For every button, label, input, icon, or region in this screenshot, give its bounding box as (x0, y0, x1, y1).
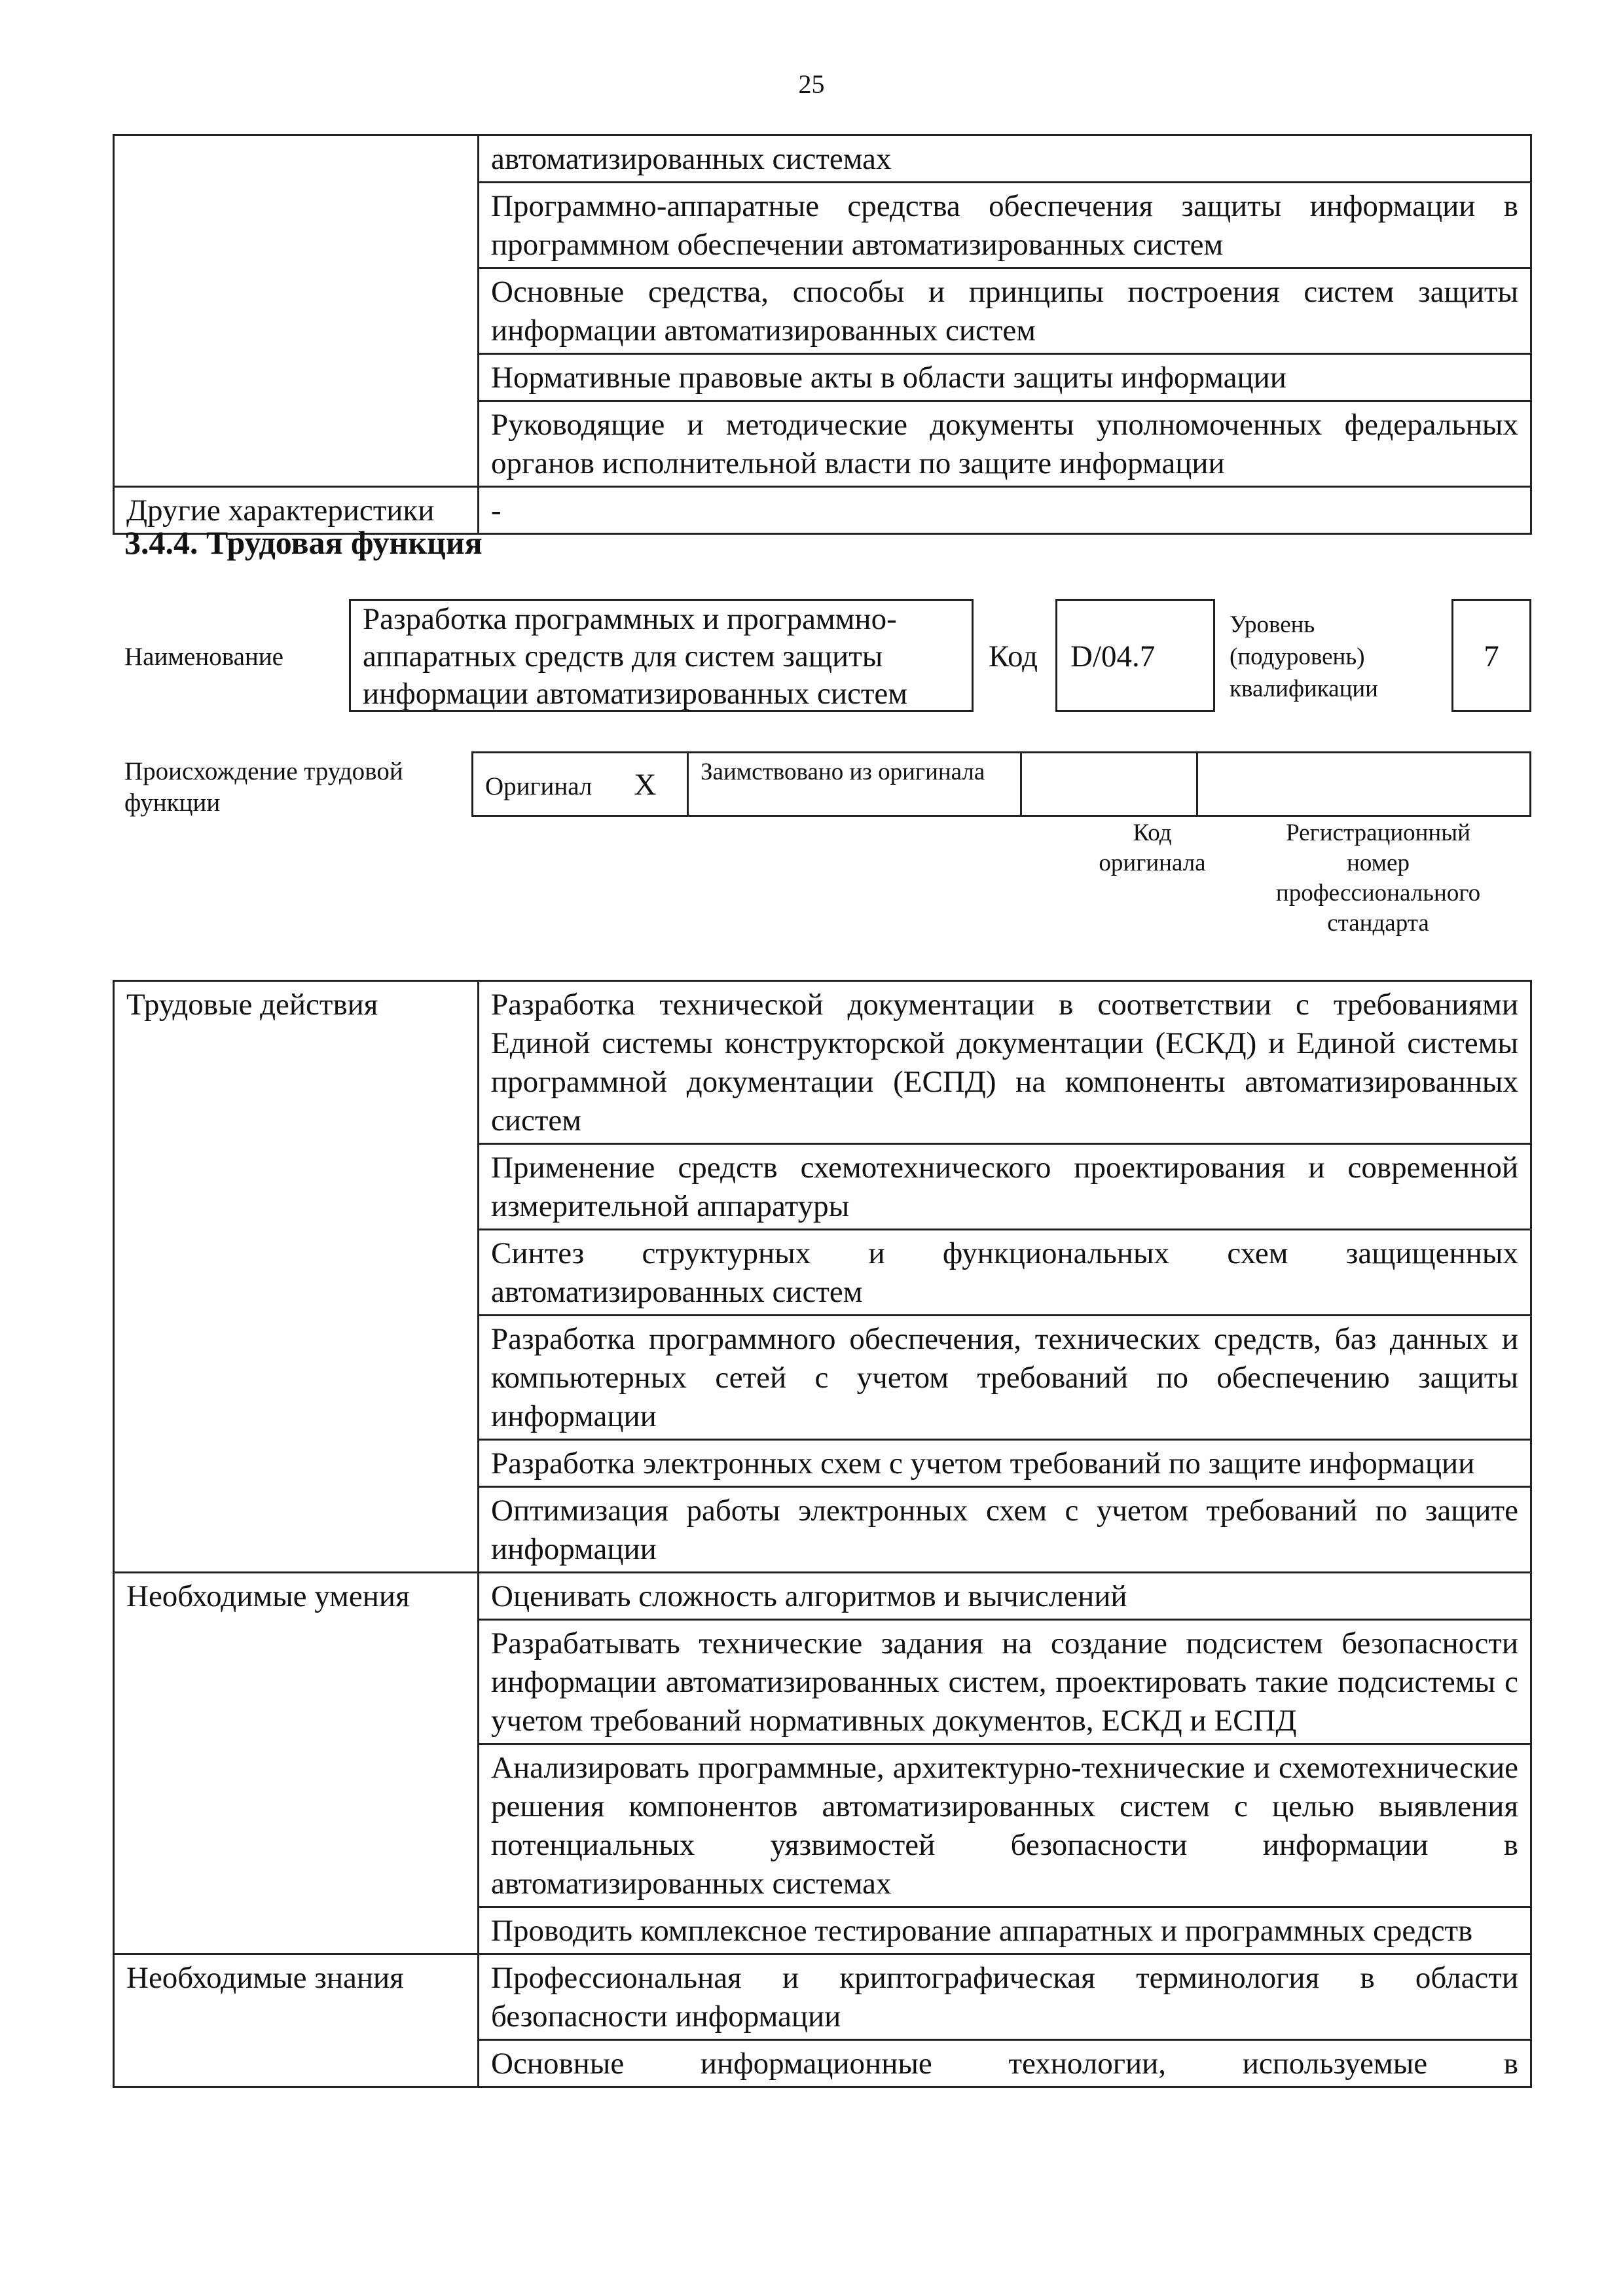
original-code-cell (1021, 753, 1197, 816)
continuation-item: автоматизированных системах (479, 135, 1531, 183)
table-row-item: Разработка технической документации в соответствии с требованиями Единой системы конструкторской документации (ЕСКД) и Единой системы программной документации (ЕСПД) на компоненты автоматизированных систем (479, 981, 1531, 1144)
level-value: 7 (1484, 639, 1499, 673)
origin-table (471, 751, 1531, 817)
code-label: Код (989, 639, 1038, 673)
registration-number-cell (1197, 753, 1531, 816)
continuation-empty-label-cell (114, 135, 479, 487)
code-value: D/04.7 (1070, 639, 1156, 673)
table-row-item: Проводить комплексное тестирование аппаратных и программных средств (479, 1907, 1531, 1954)
table-row-item: Оценивать сложность алгоритмов и вычислений (479, 1573, 1531, 1620)
other-characteristics-value: - (479, 487, 1531, 534)
registration-number-caption: Регистрационный номер профессионального стандарта (1275, 819, 1481, 937)
section-label: Необходимые знания (114, 1954, 479, 2087)
table-row-item: Основные информационные технологии, используемые в (479, 2040, 1531, 2087)
original-cell (473, 753, 688, 816)
original-mark: X (634, 768, 657, 802)
table-row-item: Применение средств схемотехнического проектирования и современной измерительной аппаратуры (479, 1144, 1531, 1230)
section-heading: 3.4.4. Трудовая функция (124, 524, 483, 561)
continuation-item: Нормативные правовые акты в области защиты информации (479, 354, 1531, 401)
function-name-value: Разработка программных и программно-аппаратных средств для систем защиты информации автоматизированных систем (363, 602, 908, 711)
code-box (1055, 599, 1215, 712)
continuation-item: Руководящие и методические документы уполномоченных федеральных органов исполнительной власти по защите информации (479, 401, 1531, 487)
continuation-table (113, 134, 1532, 535)
table-row-item: Разработка программного обеспечения, технических средств, баз данных и компьютерных сетей с учетом требований по обеспечению защиты информации (479, 1316, 1531, 1440)
level-label: Уровень (подуровень) квалификации (1230, 611, 1378, 702)
function-name-box (349, 599, 974, 712)
other-characteristics-label: Другие характеристики (114, 487, 479, 534)
level-box (1451, 599, 1531, 712)
table-row-item: Анализировать программные, архитектурно-технические и схемотехнические решения компонентов автоматизированных систем с целью выявления потенциальных уязвимостей безопасности информации в автоматизированных системах (479, 1744, 1531, 1907)
original-label: Оригинал (485, 772, 593, 800)
table-row-item: Оптимизация работы электронных схем с учетом требований по защите информации (479, 1487, 1531, 1573)
original-code-caption: Код оригинала (1099, 819, 1206, 876)
origin-label: Происхождение трудовой функции (124, 757, 403, 817)
name-label: Наименование (124, 643, 283, 671)
main-table (113, 980, 1532, 2088)
table-row-item: Разрабатывать технические задания на создание подсистем безопасности информации автоматизированных систем, проектировать такие подсистемы с учетом требований нормативных документов, ЕСКД и ЕСПД (479, 1620, 1531, 1744)
table-row-item: Синтез структурных и функциональных схем защищенных автоматизированных систем (479, 1230, 1531, 1316)
continuation-item: Программно-аппаратные средства обеспечения защиты информации в программном обеспечении автоматизированных систем (479, 183, 1531, 268)
borrowed-label: Заимствовано из оригинала (688, 753, 1021, 816)
continuation-item: Основные средства, способы и принципы построения систем защиты информации автоматизированных систем (479, 268, 1531, 354)
section-label: Трудовые действия (114, 981, 479, 1573)
page-number: 25 (798, 69, 825, 99)
section-label: Необходимые умения (114, 1573, 479, 1954)
table-row-item: Профессиональная и криптографическая терминология в области безопасности информации (479, 1954, 1531, 2040)
table-row-item: Разработка электронных схем с учетом требований по защите информации (479, 1440, 1531, 1487)
